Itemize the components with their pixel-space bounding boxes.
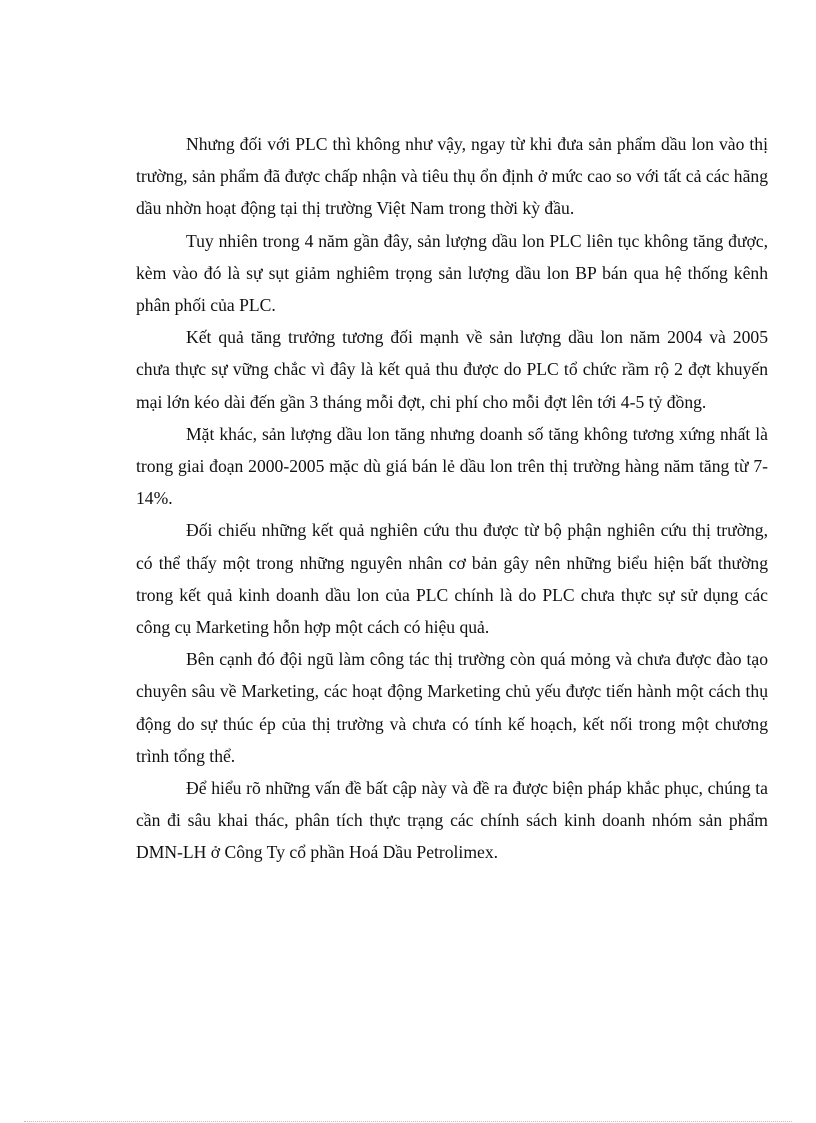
paragraph-6: Bên cạnh đó đội ngũ làm công tác thị trường còn quá mỏng và chưa được đào tạo chuyên sâu về Marketing, các hoạt động Marketing chủ yếu được tiến hành một cách thụ động do sự thúc ép của thị trường và chưa có tính kế hoạch, kết nối trong một chương trình tổng thể. bbox=[136, 649, 768, 766]
paragraph-5: Đối chiếu những kết quả nghiên cứu thu được từ bộ phận nghiên cứu thị trường, có thể thấy một trong những nguyên nhân cơ bản gây nên những biểu hiện bất thường trong kết quả kinh doanh dầu lon của PLC chính là do PLC chưa thực sự sử dụng các công cụ Marketing hỗn hợp một cách có hiệu quả. bbox=[136, 520, 768, 638]
paragraph-1: Nhưng đối với PLC thì không như vậy, ngay từ khi đưa sản phẩm dầu lon vào thị trường, sản phẩm đã được chấp nhận và tiêu thụ ổn định ở mức cao so với tất cả các hãng dầu nhờn hoạt động tại thị trường Việt Nam trong thời kỳ đầu. bbox=[136, 134, 768, 219]
paragraph-3: Kết quả tăng trưởng tương đối mạnh về sản lượng dầu lon năm 2004 và 2005 chưa thực sự vững chắc vì đây là kết quả thu được do PLC tổ chức rầm rộ 2 đợt khuyến mại lớn kéo dài đến gần 3 tháng mỗi đợt, chi phí cho mỗi đợt lên tới 4-5 tỷ đồng. bbox=[136, 327, 768, 412]
page-bottom-divider bbox=[24, 1121, 792, 1122]
body-text bbox=[136, 128, 768, 869]
paragraph-2: Tuy nhiên trong 4 năm gần đây, sản lượng dầu lon PLC liên tục không tăng được, kèm vào đó là sự sụt giảm nghiêm trọng sản lượng dầu lon BP bán qua hệ thống kênh phân phối của PLC. bbox=[136, 230, 768, 316]
paragraph-7: Để hiểu rõ những vấn đề bất cập này và đề ra được biện pháp khắc phục, chúng ta cần đi sâu khai thác, phân tích thực trạng các chính sách kinh doanh nhóm sản phẩm DMN-LH ở Công Ty cổ phần Hoá Dầu Petrolimex. bbox=[136, 778, 768, 863]
paragraph-4: Mặt khác, sản lượng dầu lon tăng nhưng doanh số tăng không tương xứng nhất là trong giai đoạn 2000-2005 mặc dù giá bán lẻ dầu lon trên thị trường hàng năm tăng từ 7-14%. bbox=[136, 423, 768, 509]
